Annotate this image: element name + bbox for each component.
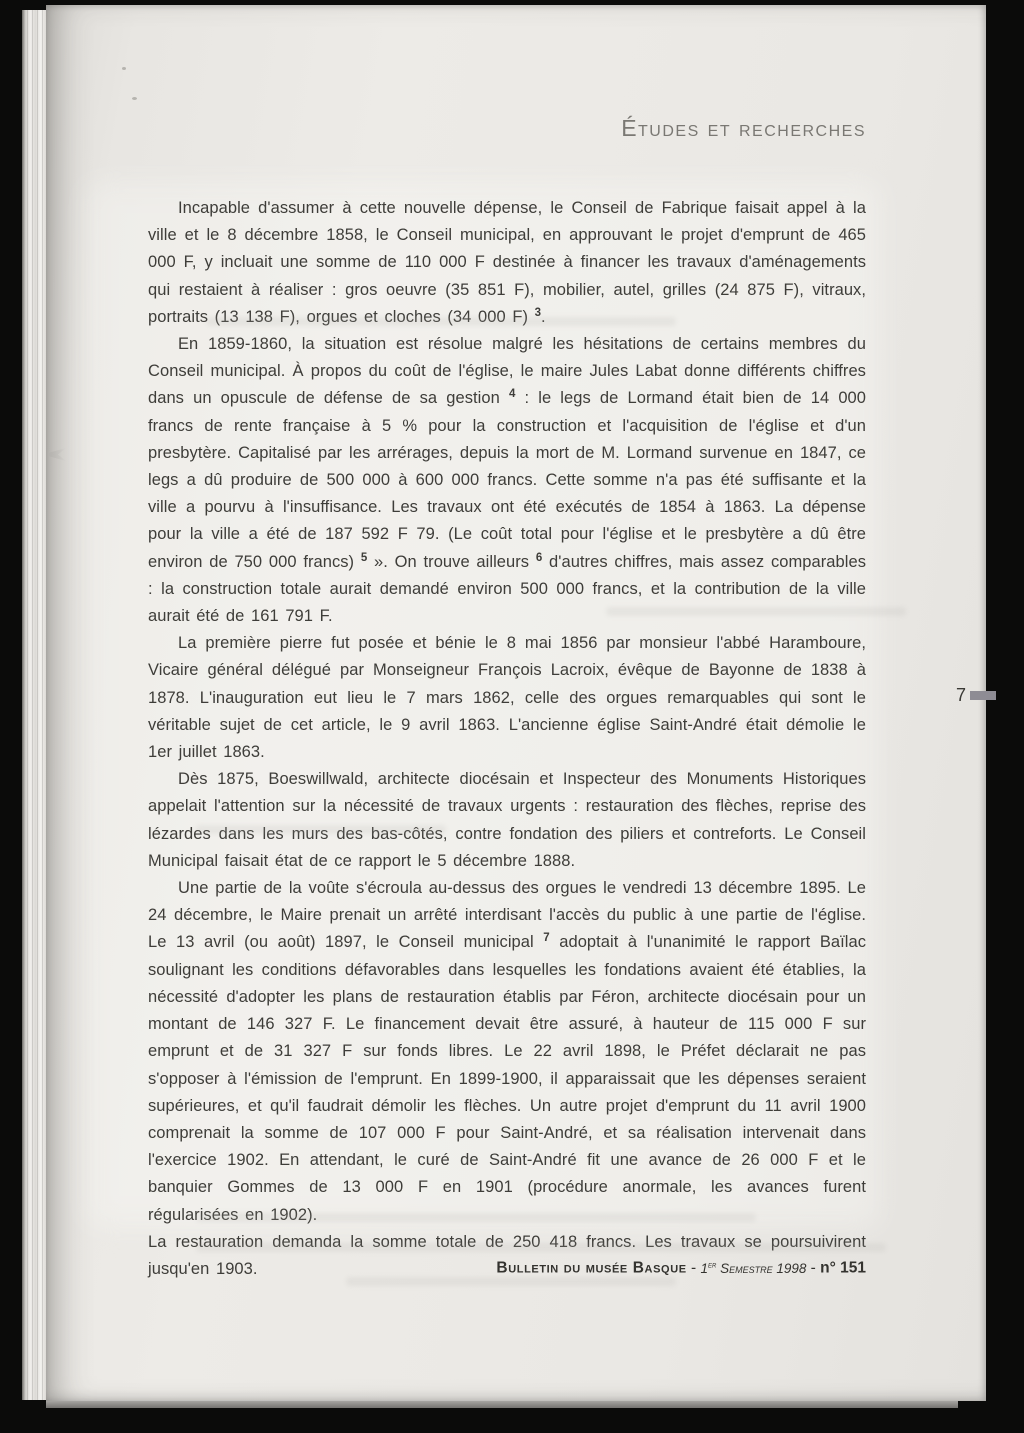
footnote-ref-6: 6 <box>535 551 543 564</box>
document-page <box>46 5 986 1401</box>
paragraph-5 <box>148 875 866 1229</box>
text-run: ». On trouve ailleurs <box>367 552 536 571</box>
paragraph-4 <box>148 766 866 875</box>
footnote-ref-3: 3 <box>534 306 542 319</box>
paragraph-3 <box>148 630 866 766</box>
text-run: d'autres chiffres, mais assez comparables : la construction totale aurait demandé environ 500 000 francs, et la contribution de la ville aurait été de 161 791 F. <box>148 552 866 626</box>
text-run: . <box>541 307 546 326</box>
text-run: La première pierre fut posée et bénie le 8 mai 1856 par monsieur l'abbé Haramboure, Vicaire général délégué par Monseigneur François Lacroix, évêque de Bayonne de 1838 à 1878. L'inauguration eut lieu le 7 mars 1862, celle des orgues remarquables qui sont le véritable sujet de cet article, le 9 avril 1863. L'ancienne église Saint-André était démolie le 1er juillet 1863. <box>148 634 866 762</box>
article-body <box>148 195 866 1283</box>
text-run: adoptait à l'unanimité le rapport Baïlac soulignant les conditions défavorables dans lesquelles les fondations avaient été établies, la nécessité d'adopter les plans de restauration établis par Féron, architecte diocésain pour un montant de 146 327 F. Le financement devait être assuré, à hauteur de 115 000 F sur emprunt et de 31 327 F sur fonds libres. Le 22 avril 1898, le Préfet déclarait ne pas s'opposer à l'émission de l'emprunt. En 1899-1900, il apparaissait que les dépenses seraient supérieures, et qu'il faudrait démolir les flèches. Un autre projet d'emprunt du 11 avril 1900 comprenait la somme de 107 000 F pour Saint-André, et sa réalisation intervenait dans l'exercice 1902. En attendant, le curé de Saint-André fit une avance de 26 000 F et le banquier Gommes de 13 000 F en 1901 (procédure anormale, les avances furent régularisées en 1902). <box>148 933 866 1224</box>
text-run: Une partie de la voûte s'écroula au-dessus des orgues le vendredi 13 décembre 1895. Le 24 décembre, le Maire prenait un arrêté interdisant l'accès du public à une partie de l'église. Le 13 avril (ou août) 1897, le Conseil municipal <box>148 879 866 952</box>
text-run: Incapable d'assumer à cette nouvelle dépense, le Conseil de Fabrique faisait appel à la ville et le 8 décembre 1858, le Conseil municipal, en approuvant le projet d'emprunt de 465 000 F, y incluait une somme de 110 000 F destinée à financer les travaux d'aménagements qui restaient à réaliser : gros oeuvre (35 851 F), mobilier, autel, grilles (24 875 F), vitraux, portraits (13 138 F), orgues et cloches (34 000 F) <box>148 199 866 326</box>
page-number-tab <box>970 691 996 700</box>
page-number <box>956 685 996 706</box>
footer-separator: - <box>686 1259 701 1277</box>
paragraph-1 <box>148 195 866 331</box>
footnote-ref-7: 7 <box>543 932 550 945</box>
issue-number: n° 151 <box>820 1259 866 1277</box>
journal-title: Bulletin du musée Basque <box>496 1259 687 1277</box>
footnote-ref-4: 4 <box>508 388 516 401</box>
footnote-ref-5: 5 <box>360 551 368 564</box>
paragraph-2 <box>148 331 866 630</box>
paper-speck <box>132 97 137 100</box>
page-number-value: 7 <box>956 685 967 705</box>
page-footer <box>148 1259 866 1278</box>
text-run: Semestre 1998 <box>716 1260 807 1276</box>
ordinal-suffix: er <box>707 1259 717 1269</box>
text-run: La restauration demanda la somme totale de 250 418 francs. Les travaux se poursuivirent jusqu'en 1903. <box>148 1232 866 1278</box>
footer-separator: - <box>806 1259 821 1277</box>
paper-speck <box>122 67 126 70</box>
text-run: En 1859-1860, la situation est résolue malgré les hésitations de certains membres du Conseil municipal. À propos du coût de l'église, le maire Jules Labat donne différents chiffres dans un opuscule de défense de sa gestion <box>148 335 866 408</box>
text-run: 1 <box>700 1260 708 1276</box>
text-run: : le legs de Lormand était bien de 14 000 francs de rente française à 5 % pour la construction et l'acquisition de l'église et d'un presbytère. Capitalisé par les arrérages, depuis la mort de M. Lormand survenue en 1847, ce legs a dû produire de 500 000 à 600 000 francs. Cette somme n'a pas été suffisante et la ville a pourvu à l'insuffisance. Les travaux ont été exécutés de 1854 à 1863. La dépense pour la ville a été de 187 592 F 79. (Le coût total pour l'église et le presbytère a dû être environ de 750 000 francs) <box>148 389 867 571</box>
running-header: Études et recherches <box>621 115 866 141</box>
issue-date <box>700 1261 806 1276</box>
text-run: Dès 1875, Boeswillwald, architecte diocésain et Inspecteur des Monuments Historiques appelait l'attention sur la nécessité de travaux urgents : restauration des flèches, reprise des lézardes dans les murs des bas-côtés, contre fondation des piliers et contreforts. Le Conseil Municipal faisait état de ce rapport le 5 décembre 1888. <box>148 770 866 870</box>
